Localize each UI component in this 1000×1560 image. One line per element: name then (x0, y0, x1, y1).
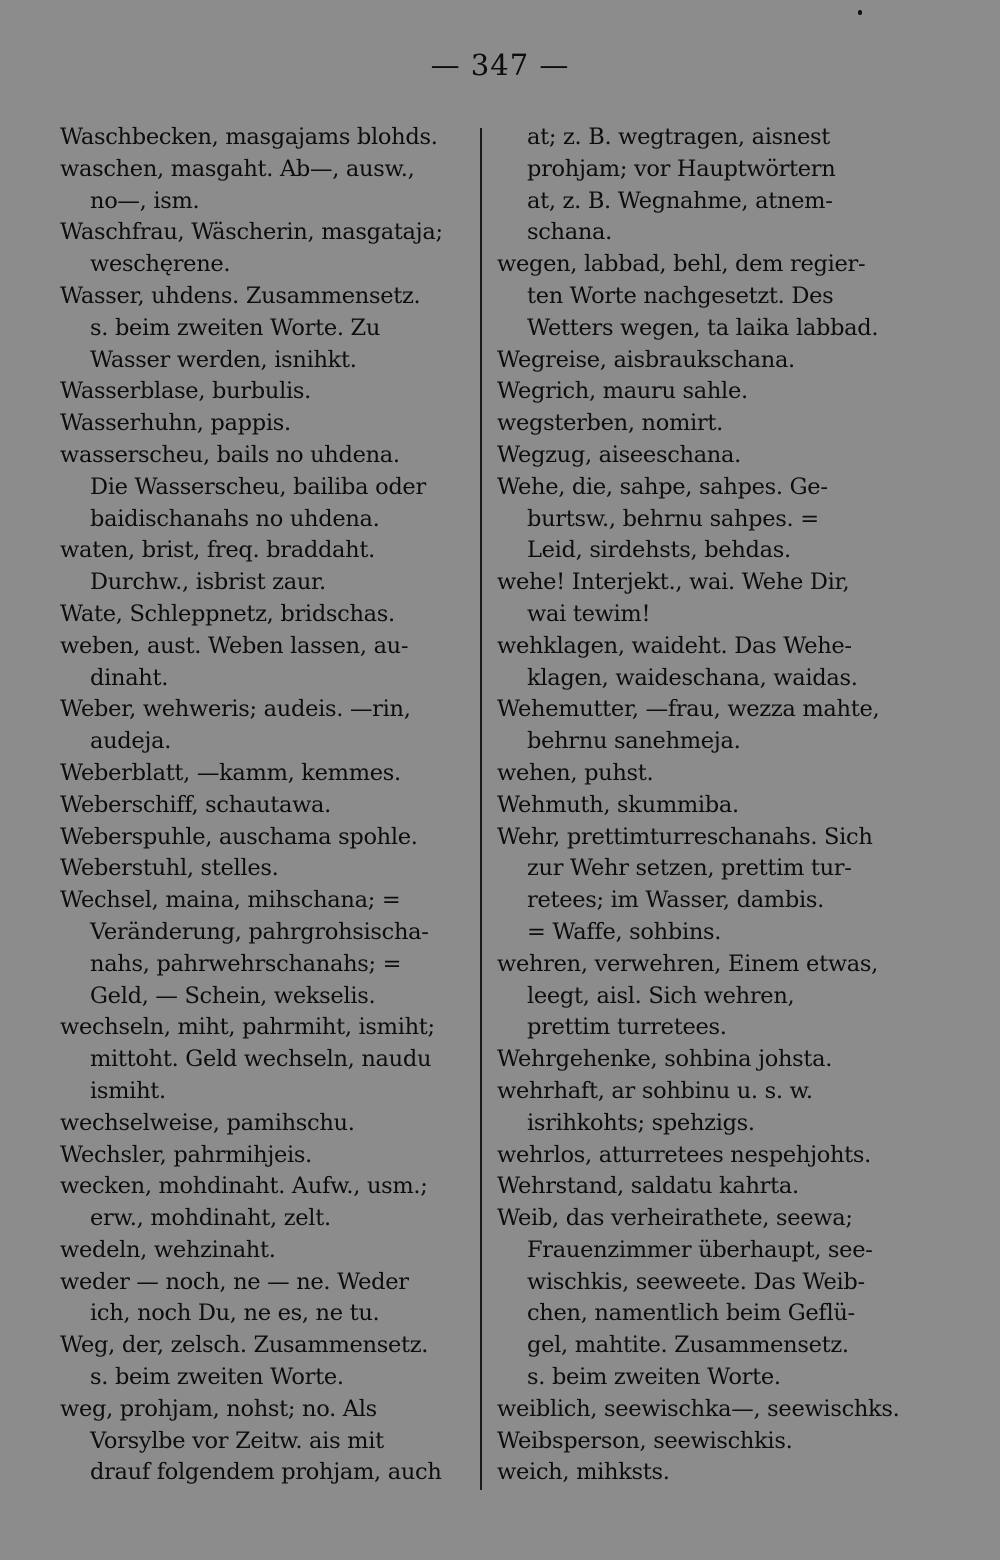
entry-line: Wechsler, pahrmihjeis. (60, 1141, 313, 1168)
entry-line: weich, mihksts. (497, 1459, 670, 1486)
entry-line: Wechsel, maina, mihschana; = (60, 887, 401, 914)
entry-line: Veränderung, pahrgrohsischa- (90, 918, 429, 945)
entry-line: drauf folgendem prohjam, auch (90, 1459, 442, 1486)
entry-line: Wehemutter, —frau, wezza mahte, (497, 696, 880, 723)
page-number: — 347 — (430, 48, 570, 82)
entry-line: leegt, aisl. Sich wehren, (527, 982, 795, 1009)
entry-line: waschen, masgaht. Ab—, ausw., (60, 155, 415, 182)
entry-line: Wate, Schleppnetz, bridschas. (60, 600, 395, 627)
entry-line: behrnu sanehmeja. (527, 728, 741, 755)
entry-line: Wasser werden, isnihkt. (90, 346, 357, 373)
entry-line: Frauenzimmer überhaupt, see- (527, 1236, 873, 1263)
entry-line: audeja. (90, 728, 172, 755)
entry-line: Vorsylbe vor Zeitw. ais mit (90, 1427, 384, 1454)
entry-line: Geld, — Schein, wekselis. (90, 982, 376, 1009)
entry-line: wegen, labbad, behl, dem regier- (497, 251, 866, 278)
entry-line: Wehe, die, sahpe, sahpes. Ge- (497, 473, 828, 500)
entry-line: Weibsperson, seewischkis. (497, 1427, 793, 1454)
entry-line: = Waffe, sohbins. (527, 918, 722, 945)
entry-line: Durchw., isbrist zaur. (90, 569, 326, 596)
entry-line: wechseln, miht, pahrmiht, ismiht; (60, 1014, 435, 1041)
entry-line: Weberschiff, schautawa. (60, 791, 331, 818)
entry-line: at, z. B. Wegnahme, atnem- (527, 187, 833, 214)
entry-line: gel, mahtite. Zusammensetz. (527, 1332, 849, 1359)
entry-line: Wehrgehenke, sohbina johsta. (497, 1046, 833, 1073)
entry-line: Wegzug, aiseeschana. (497, 441, 741, 468)
entry-line: weschęrene. (90, 251, 231, 278)
entry-line: Wehrstand, saldatu kahrta. (497, 1173, 799, 1200)
entry-line: weder — noch, ne — ne. Weder (60, 1268, 409, 1295)
entry-line: wai tewim! (527, 600, 651, 627)
entry-line: Wasser, uhdens. Zusammensetz. (60, 282, 421, 309)
entry-line: Wasserblase, burbulis. (60, 378, 311, 405)
entry-line: wedeln, wehzinaht. (60, 1236, 276, 1263)
entry-line: Wasserhuhn, pappis. (60, 410, 291, 437)
entry-line: Wetters wegen, ta laika labbad. (527, 314, 879, 341)
entry-line: weg, prohjam, nohst; no. Als (60, 1395, 377, 1422)
entry-line: wechselweise, pamihschu. (60, 1109, 355, 1136)
entry-line: Waschbecken, masgajams blohds. (60, 124, 438, 150)
entry-line: Weber, wehweris; audeis. —rin, (60, 696, 411, 723)
print-speck (858, 10, 862, 15)
entry-line: zur Wehr setzen, prettim tur- (527, 855, 852, 882)
entry-line: ich, noch Du, ne es, ne tu. (90, 1300, 380, 1327)
entry-line: isrihkohts; spehzigs. (527, 1109, 755, 1136)
entry-line: prohjam; vor Hauptwörtern (527, 155, 836, 182)
entry-line: at; z. B. wegtragen, aisnest (527, 124, 831, 150)
entry-line: wehrhaft, ar sohbinu u. s. w. (497, 1077, 813, 1104)
entry-line: wehe! Interjekt., wai. Wehe Dir, (497, 569, 850, 596)
entry-line: Die Wasserscheu, bailiba oder (90, 473, 426, 500)
entry-line: Weg, der, zelsch. Zusammensetz. (60, 1332, 429, 1359)
entry-line: retees; im Wasser, dambis. (527, 887, 824, 914)
entry-line: baidischanahs no uhdena. (90, 505, 380, 532)
entry-line: ismiht. (90, 1077, 166, 1104)
entry-line: prettim turretees. (527, 1014, 727, 1041)
entry-line: Weib, das verheirathete, seewa; (497, 1205, 853, 1232)
entry-line: dinaht. (90, 664, 169, 691)
entry-line: chen, namentlich beim Geflü- (527, 1300, 855, 1327)
entry-line: weben, aust. Weben lassen, au- (60, 632, 409, 659)
entry-line: Waschfrau, Wäscherin, masgataja; (60, 219, 443, 246)
entry-line: ten Worte nachgesetzt. Des (527, 282, 834, 309)
entry-line: wehklagen, waideht. Das Wehe- (497, 632, 852, 659)
entry-line: Wehmuth, skummiba. (497, 791, 739, 818)
entry-line: burtsw., behrnu sahpes. = (527, 505, 819, 532)
entry-line: s. beim zweiten Worte. (90, 1364, 344, 1391)
entry-line: no—, ism. (90, 187, 200, 214)
entry-line: Weberblatt, —kamm, kemmes. (60, 759, 401, 786)
entry-line: Wegrich, mauru sahle. (497, 378, 748, 405)
entry-line: Wegreise, aisbraukschana. (497, 346, 795, 373)
column-divider (480, 128, 482, 1490)
entry-line: Wehr, prettimturreschanahs. Sich (497, 823, 873, 850)
entry-line: wehren, verwehren, Einem etwas, (497, 950, 878, 977)
entry-line: wegsterben, nomirt. (497, 410, 723, 437)
entry-line: wehrlos, atturretees nespehjohts. (497, 1141, 872, 1168)
entry-line: erw., mohdinaht, zelt. (90, 1205, 331, 1232)
entry-line: wasserscheu, bails no uhdena. (60, 441, 400, 468)
entry-line: Leid, sirdehsts, behdas. (527, 537, 791, 564)
entry-line: wehen, puhst. (497, 759, 654, 786)
entry-line: mittoht. Geld wechseln, naudu (90, 1046, 432, 1073)
entry-line: nahs, pahrwehrschanahs; = (90, 950, 402, 977)
entry-line: weiblich, seewischka—, seewischks. (497, 1395, 900, 1422)
entry-line: waten, brist, freq. braddaht. (60, 537, 375, 564)
entry-line: klagen, waideschana, waidas. (527, 664, 858, 691)
left-column (60, 122, 462, 1489)
entry-line: Weberstuhl, stelles. (60, 855, 279, 882)
entry-line: schana. (527, 219, 613, 246)
entry-line: s. beim zweiten Worte. (527, 1364, 781, 1391)
entry-line: s. beim zweiten Worte. Zu (90, 314, 381, 341)
entry-line: wischkis, seeweete. Das Weib- (527, 1268, 865, 1295)
right-column (497, 122, 904, 1489)
entry-line: Weberspuhle, auschama spohle. (60, 823, 418, 850)
entry-line: wecken, mohdinaht. Aufw., usm.; (60, 1173, 428, 1200)
